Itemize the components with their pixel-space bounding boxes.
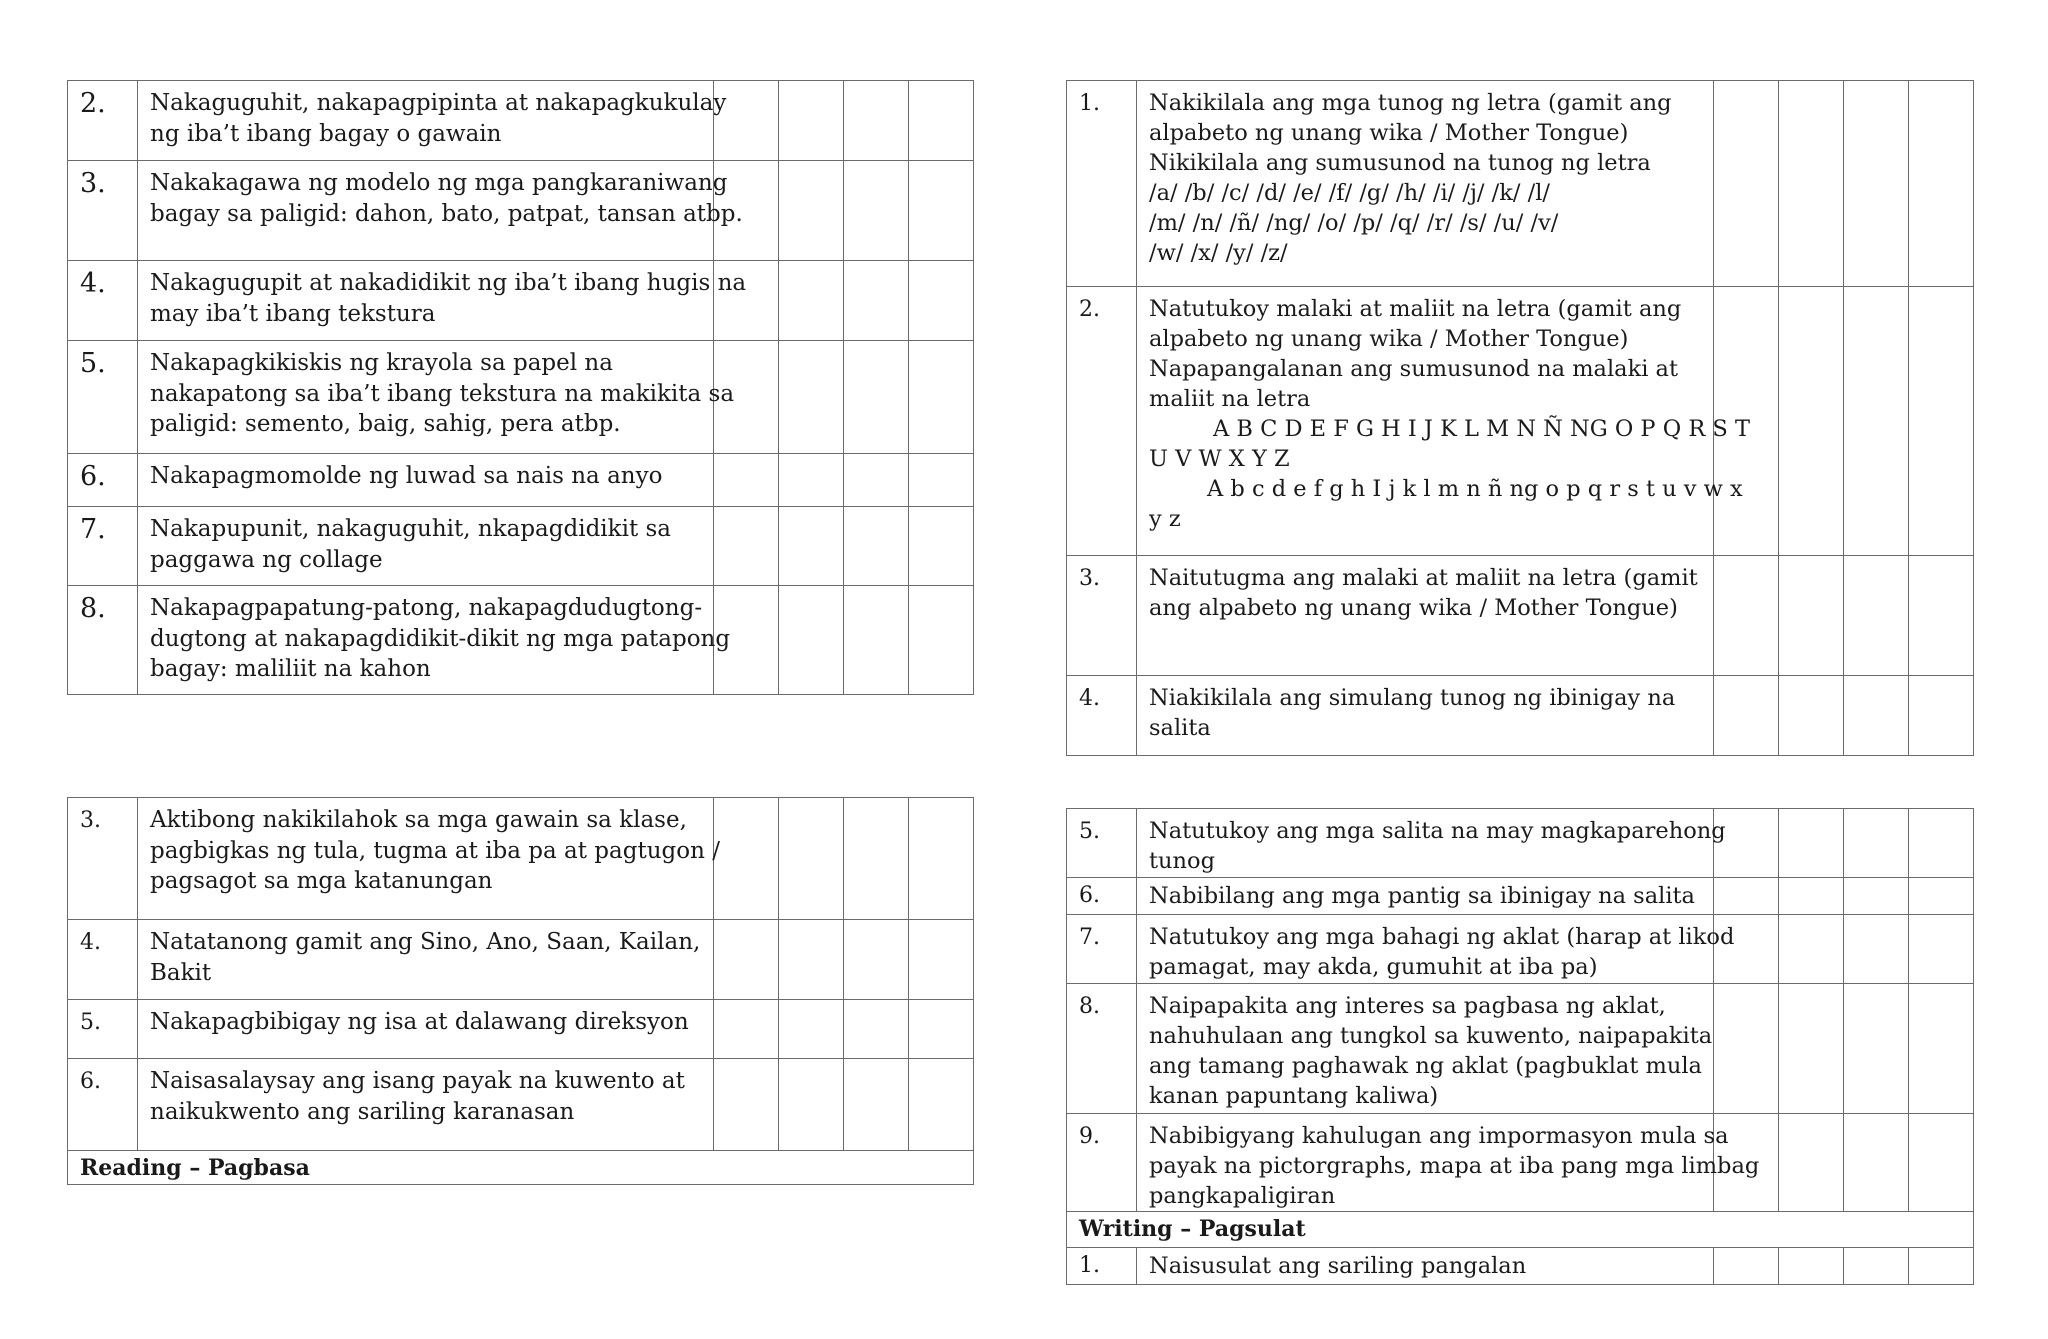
item-description	[138, 586, 731, 695]
checkbox-cell[interactable]	[844, 586, 909, 695]
text-line: /m/ /n/ /ñ/ /ng/ /o/ /p/ /q/ /r/ /s/ /u/ /v/	[1149, 210, 1559, 236]
checkbox-cell[interactable]	[1714, 984, 1779, 1114]
item-number: 9.	[1067, 1114, 1137, 1212]
checkbox-cell[interactable]	[1909, 676, 1974, 756]
checkbox-cell[interactable]	[844, 1059, 909, 1151]
text-line: Bakit	[150, 959, 212, 986]
checkbox-cell[interactable]	[1909, 878, 1974, 915]
text-line: nahuhulaan ang tungkol sa kuwento, naipapakita	[1149, 1023, 1713, 1049]
text-line: salita	[1149, 715, 1211, 741]
checkbox-cell[interactable]	[1909, 915, 1974, 984]
text-line: alpabeto ng unang wika / Mother Tongue)	[1149, 326, 1629, 352]
checkbox-cell[interactable]	[1714, 878, 1779, 915]
item-description	[138, 161, 743, 261]
checkbox-cell[interactable]	[909, 1000, 974, 1059]
item-number: 5.	[68, 1000, 138, 1059]
table-bottom-left	[67, 797, 974, 1185]
checkbox-cell[interactable]	[1909, 809, 1974, 878]
item-description	[1137, 984, 1714, 1114]
text-line: alpabeto ng unang wika / Mother Tongue)	[1149, 120, 1629, 146]
item-number: 7.	[68, 507, 138, 586]
checkbox-cell[interactable]	[844, 454, 909, 507]
checkbox-cell[interactable]	[779, 454, 844, 507]
item-number: 6.	[68, 1059, 138, 1151]
text-line: Nakapagpapatung-patong, nakapagdudugtong-	[150, 595, 703, 621]
checkbox-cell[interactable]	[714, 1000, 779, 1059]
text-line: Naipapakita ang interes sa pagbasa ng aklat,	[1149, 993, 1666, 1019]
checkbox-cell[interactable]	[1779, 676, 1844, 756]
checkbox-cell[interactable]	[1714, 556, 1779, 676]
checkbox-cell[interactable]	[844, 507, 909, 586]
item-number: 3.	[68, 161, 138, 261]
text-line: pagbigkas ng tula, tugma at iba pa at pagtugon /	[150, 837, 720, 864]
checkbox-cell[interactable]	[1844, 809, 1909, 878]
table-top-left	[67, 80, 974, 695]
table-row	[68, 798, 974, 920]
checkbox-cell[interactable]	[779, 798, 844, 920]
text-line: Nabibigyang kahulugan ang impormasyon mula sa	[1149, 1123, 1729, 1149]
checkbox-cell[interactable]	[844, 1000, 909, 1059]
item-description	[138, 1000, 714, 1059]
checkbox-cell[interactable]	[1779, 915, 1844, 984]
checkbox-cell[interactable]	[779, 81, 844, 161]
checkbox-cell[interactable]	[1714, 1248, 1779, 1285]
text-line: Natutukoy ang mga bahagi ng aklat (harap at likod	[1149, 924, 1735, 950]
text-line: Nakikilala ang mga tunog ng letra (gamit ang	[1149, 90, 1672, 116]
table-row	[1067, 676, 1974, 756]
text-line: ng iba’t ibang bagay o gawain	[150, 120, 502, 147]
item-description	[138, 1059, 714, 1151]
checkbox-cell[interactable]	[1844, 676, 1909, 756]
checkbox-cell[interactable]	[1779, 809, 1844, 878]
checkbox-cell[interactable]	[1714, 676, 1779, 756]
item-number: 1.	[1067, 1248, 1137, 1285]
table-row	[1067, 556, 1974, 676]
item-number: 1.	[1067, 81, 1137, 287]
checkbox-cell[interactable]	[1909, 81, 1974, 287]
text-line: Napapangalanan ang sumusunod na malaki at	[1149, 356, 1679, 382]
text-line: Aktibong nakikilahok sa mga gawain sa klase,	[150, 807, 687, 833]
text-line: Natutukoy ang mga salita na may magkaparehong	[1149, 818, 1726, 844]
item-number: 2.	[1067, 287, 1137, 556]
item-description	[1137, 81, 1714, 287]
item-description	[138, 507, 714, 586]
text-line: Naitutugma ang malaki at maliit na letra (gamit	[1149, 565, 1698, 591]
uppercase-letters: A B C D E F G H I J K L M N Ñ NG O P Q R S T	[1213, 416, 1750, 442]
checkbox-cell[interactable]	[844, 341, 909, 454]
table-row	[1067, 1248, 1974, 1285]
checkbox-cell[interactable]	[1844, 556, 1909, 676]
table-row	[68, 161, 974, 261]
checkbox-cell[interactable]	[1909, 984, 1974, 1114]
section-heading-row	[1067, 1212, 1974, 1248]
checkbox-cell[interactable]	[844, 261, 909, 341]
checkbox-cell[interactable]	[909, 341, 974, 454]
text-line: payak na pictorgraphs, mapa at iba pang mga limbag	[1149, 1153, 1760, 1179]
table-top-right	[1066, 80, 1974, 756]
item-description	[1137, 1114, 1760, 1212]
text-line: Nakapagkikiskis ng krayola sa papel na	[150, 350, 613, 376]
text-line: Naisasalaysay ang isang payak na kuwento at	[150, 1068, 685, 1094]
table-row	[68, 341, 974, 454]
text-line: ang tamang paghawak ng aklat (pagbuklat mula	[1149, 1053, 1702, 1079]
item-description	[1137, 556, 1714, 676]
text-line: bagay sa paligid: dahon, bato, patpat, tansan atbp.	[150, 200, 743, 227]
checkbox-cell[interactable]	[909, 920, 974, 1000]
text-line: paggawa ng collage	[150, 546, 383, 573]
section-heading: Reading – Pagbasa	[68, 1151, 974, 1185]
item-description	[138, 920, 714, 1000]
lowercase-letters: A b c d e f g h I j k l m n ñ ng o p q r s t u v w x	[1207, 476, 1743, 502]
table-row	[68, 81, 974, 161]
text-line: ang alpabeto ng unang wika / Mother Tongue)	[1149, 595, 1678, 621]
item-description	[138, 261, 747, 341]
section-heading: Writing – Pagsulat	[1067, 1212, 1974, 1248]
text-line: Nikikilala ang sumusunod na tunog ng letra	[1149, 150, 1651, 176]
checkbox-cell[interactable]	[844, 161, 909, 261]
checkbox-cell[interactable]	[909, 161, 974, 261]
checkbox-cell[interactable]	[1844, 878, 1909, 915]
item-description	[138, 341, 735, 454]
item-number: 5.	[1067, 809, 1137, 878]
item-number: 6.	[68, 454, 138, 507]
checkbox-cell[interactable]	[779, 341, 844, 454]
table-row	[1067, 809, 1974, 878]
checkbox-cell[interactable]	[1779, 878, 1844, 915]
text-line: paligid: semento, baig, sahig, pera atbp.	[150, 411, 621, 437]
text-line: Nakagugupit at nakadidikit ng iba’t ibang hugis na	[150, 270, 747, 296]
text-line: Nabibilang ang mga pantig sa ibinigay na salita	[1149, 883, 1695, 909]
checkbox-cell[interactable]	[1779, 287, 1844, 556]
checkbox-cell[interactable]	[844, 798, 909, 920]
checkbox-cell[interactable]	[714, 1059, 779, 1151]
checkbox-cell[interactable]	[844, 81, 909, 161]
checkbox-cell[interactable]	[1844, 1114, 1909, 1212]
item-number: 8.	[1067, 984, 1137, 1114]
text-line: Nakakagawa ng modelo ng mga pangkaraniwang	[150, 170, 728, 196]
item-description	[1137, 287, 1750, 556]
checkbox-cell[interactable]	[1779, 1248, 1844, 1285]
checkbox-cell[interactable]	[909, 798, 974, 920]
uppercase-letters: U V W X Y Z	[1149, 446, 1290, 472]
checkbox-cell[interactable]	[779, 507, 844, 586]
text-line: kanan papuntang kaliwa)	[1149, 1083, 1439, 1109]
text-line: Natatanong gamit ang Sino, Ano, Saan, Kailan,	[150, 929, 701, 955]
text-line: Nakapagmomolde ng luwad sa nais na anyo	[150, 463, 663, 489]
table-row	[68, 586, 974, 695]
checkbox-cell[interactable]	[779, 261, 844, 341]
text-line: naikukwento ang sariling karanasan	[150, 1098, 575, 1125]
checkbox-cell[interactable]	[779, 1000, 844, 1059]
checkbox-cell[interactable]	[1844, 287, 1909, 556]
text-line: Niakikilala ang simulang tunog ng ibinigay na	[1149, 685, 1676, 711]
table-bottom-right	[1066, 808, 1974, 1285]
table-row	[1067, 878, 1974, 915]
table-row	[1067, 81, 1974, 287]
table-row	[68, 261, 974, 341]
checkbox-cell[interactable]	[1844, 1248, 1909, 1285]
item-number: 5.	[68, 341, 138, 454]
table-row	[68, 1000, 974, 1059]
item-number: 2.	[68, 81, 138, 161]
text-line: pangkapaligiran	[1149, 1183, 1336, 1209]
text-line: /a/ /b/ /c/ /d/ /e/ /f/ /g/ /h/ /i/ /j/ /k/ /l/	[1149, 180, 1550, 206]
checkbox-cell[interactable]	[909, 261, 974, 341]
item-number: 3.	[68, 798, 138, 920]
checkbox-cell[interactable]	[1844, 915, 1909, 984]
checkbox-cell[interactable]	[1909, 287, 1974, 556]
table-row	[1067, 984, 1974, 1114]
text-line: pagsagot sa mga katanungan	[150, 868, 493, 894]
section-heading-row	[68, 1151, 974, 1185]
item-number: 8.	[68, 586, 138, 695]
table-row	[1067, 915, 1974, 984]
checkbox-cell[interactable]	[1909, 1248, 1974, 1285]
text-line: Nakapagbibigay ng isa at dalawang direksyon	[150, 1009, 689, 1035]
item-number: 6.	[1067, 878, 1137, 915]
item-number: 4.	[68, 261, 138, 341]
item-number: 4.	[68, 920, 138, 1000]
checkbox-cell[interactable]	[1714, 81, 1779, 287]
checkbox-cell[interactable]	[779, 920, 844, 1000]
text-line: Nakapupunit, nakaguguhit, nkapagdidikit sa	[150, 516, 672, 542]
checkbox-cell[interactable]	[909, 507, 974, 586]
table-row	[68, 1059, 974, 1151]
table-row	[1067, 287, 1974, 556]
item-description	[138, 798, 720, 920]
checkbox-cell[interactable]	[1779, 81, 1844, 287]
item-number: 4.	[1067, 676, 1137, 756]
checkbox-cell[interactable]	[714, 920, 779, 1000]
checkbox-cell[interactable]	[909, 454, 974, 507]
text-line: Nakaguguhit, nakapagpipinta at nakapagkukulay	[150, 90, 727, 116]
checkbox-cell[interactable]	[1779, 1114, 1844, 1212]
item-description	[138, 81, 727, 161]
checkbox-cell[interactable]	[1909, 1114, 1974, 1212]
item-number: 3.	[1067, 556, 1137, 676]
text-line: maliit na letra	[1149, 386, 1311, 412]
item-description	[1137, 1248, 1714, 1285]
text-line: tunog	[1149, 848, 1215, 874]
checkbox-cell[interactable]	[909, 81, 974, 161]
checkbox-cell[interactable]	[1779, 556, 1844, 676]
checkbox-cell[interactable]	[714, 454, 779, 507]
item-number: 7.	[1067, 915, 1137, 984]
text-line: Naisusulat ang sariling pangalan	[1149, 1253, 1527, 1279]
table-row	[68, 454, 974, 507]
table-row	[68, 920, 974, 1000]
checkbox-cell[interactable]	[844, 920, 909, 1000]
text-line: nakapatong sa iba’t ibang tekstura na makikita sa	[150, 380, 735, 407]
checkbox-cell[interactable]	[909, 1059, 974, 1151]
lowercase-letters: y z	[1149, 506, 1181, 532]
checkbox-cell[interactable]	[714, 798, 779, 920]
checkbox-cell[interactable]	[909, 586, 974, 695]
item-description	[138, 454, 714, 507]
text-line: bagay: maliliit na kahon	[150, 656, 431, 682]
item-description	[1137, 878, 1714, 915]
checkbox-cell[interactable]	[779, 1059, 844, 1151]
checkbox-cell[interactable]	[1844, 81, 1909, 287]
checkbox-cell[interactable]	[779, 586, 844, 695]
checkbox-cell[interactable]	[779, 161, 844, 261]
text-line: dugtong at nakapagdidikit-dikit ng mga patapong	[150, 625, 731, 652]
text-line: may iba’t ibang tekstura	[150, 300, 436, 327]
text-line: pamagat, may akda, gumuhit at iba pa)	[1149, 954, 1598, 980]
text-line: /w/ /x/ /y/ /z/	[1149, 240, 1288, 266]
checkbox-cell[interactable]	[714, 507, 779, 586]
table-row	[68, 507, 974, 586]
checkbox-cell[interactable]	[1844, 984, 1909, 1114]
text-line: Natutukoy malaki at maliit na letra (gamit ang	[1149, 296, 1682, 322]
item-description	[1137, 676, 1714, 756]
checkbox-cell[interactable]	[1779, 984, 1844, 1114]
item-description	[1137, 809, 1726, 878]
item-description	[1137, 915, 1735, 984]
table-row	[1067, 1114, 1974, 1212]
checkbox-cell[interactable]	[1909, 556, 1974, 676]
